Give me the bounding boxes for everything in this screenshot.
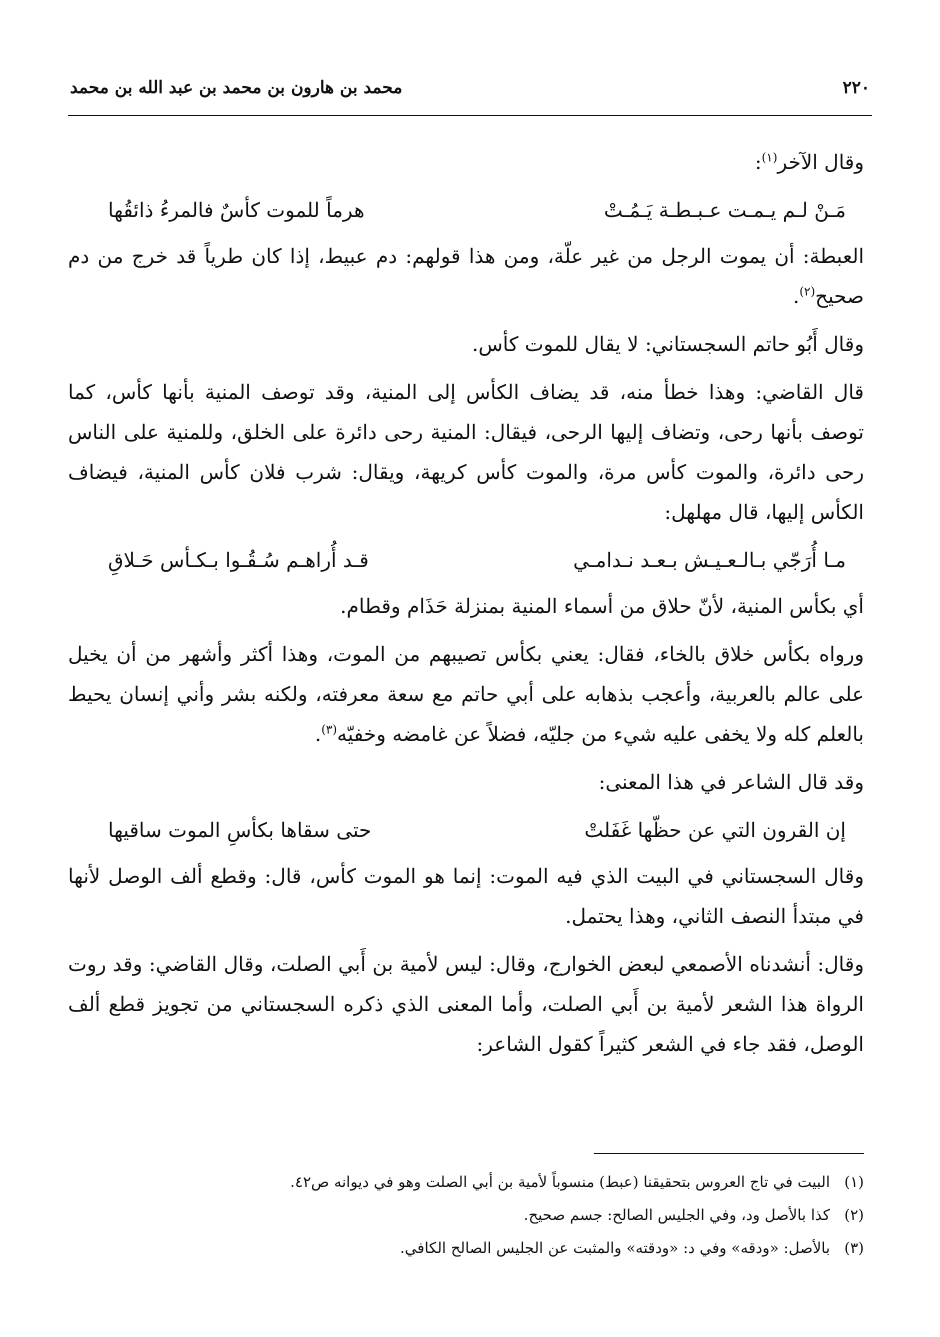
verse-3-first-hemistich: إن القرون التي عن حظّها غَفَلتْ (584, 818, 846, 842)
paragraph-3: قال القاضي: وهذا خطأ منه، قد يضاف الكأس إلى المنية، وقد توصف المنية بأنها كأس، كما توصف بأنها رحى، وتضاف إليها الرحى، فيقال: المنية رحى دائرة على الخلق، وللمنية على الناس رحى دائرة، والموت كأس مرة، والموت كأس كريهة، ويقال: شرب فلان كأس المنية، فيضاف الكأس إليها، قال مهلهل: (68, 380, 865, 524)
paragraph-2: وقال أَبُو حاتم السجستاني: لا يقال للموت كأس. (471, 332, 864, 356)
verse-2-second-hemistich: قـد أُراهـم سُـقُـوا بـكـأس حَـلاقِ (108, 548, 369, 572)
verse-1-first-hemistich: مَـنْ لـم يـمـت عـبـطـة يَـمُـتْ (603, 198, 846, 222)
footnote-2 (68, 1199, 864, 1232)
verse-3-second-hemistich: حتى سقاها بكأسِ الموت ساقيها (108, 818, 372, 842)
verse-2 (68, 540, 864, 580)
footnote-text: بالأصل: «ودقه» وفي د: «ودقته» والمثبت عن الجليس الصالح الكافي. (400, 1239, 830, 1257)
paragraph-8: وقال: أنشدناه الأصمعي لبعض الخوارج، وقال: ليس لأمية بن أَبي الصلت، وقال القاضي: وقد روت الرواة هذا الشعر لأمية بن أَبي الصلت، وأما المعنى الذي ذكره السجستاني من تجويز قطع ألف الوصل، فقد جاء في الشعر كثيراً كقول الشاعر: (68, 952, 864, 1056)
footnote-rule (594, 1153, 864, 1154)
main-text (68, 142, 864, 1072)
footnote-ref-1[interactable]: (١) (761, 150, 778, 165)
paragraph-7: وقال السجستاني في البيت الذي فيه الموت: إنما هو الموت كأس، قال: وقطع ألف الوصل لأنها في مبتدأ النصف الثاني، وهذا يحتمل. (68, 864, 864, 928)
footnote-text: البيت في تاج العروس بتحقيقنا (عبط) منسوباً لأمية بن أبي الصلت وهو في ديوانه ص٤٢. (290, 1173, 830, 1191)
footnote-1 (68, 1166, 864, 1199)
verse-1 (68, 190, 864, 230)
footnote-ref-2[interactable]: (٢) (799, 284, 816, 299)
running-head (70, 78, 870, 98)
paragraph-6: وقد قال الشاعر في هذا المعنى: (598, 770, 864, 794)
verse-1-second-hemistich: هرماً للموت كأسٌ فالمرءُ ذائقُها (108, 198, 365, 222)
footnote-number: (٢) (844, 1206, 864, 1224)
footnote-number: (٣) (844, 1239, 864, 1257)
verse-2-first-hemistich: مـا أُرَجّي بـالـعـيـش بـعـد نـدامـي (573, 548, 846, 572)
verse-3 (68, 810, 864, 850)
page-number: ٢٢٠ (842, 78, 870, 98)
paragraph-5: ورواه بكأس خلاق بالخاء، فقال: يعني بكأس تصيبهم من الموت، وهذا أكثر وأشهر من أن يخيل على عالم بالعربية، وأعجب بذهابه على أبي حاتم مع سعة معرفته، ولكنه بشر وأني إنسان يحيط بالعلم كله ولا يخفى عليه شيء من جليّه، فضلاً عن غامضه وخفيّه$^{(٣)}$. (68, 642, 865, 746)
header-rule (68, 115, 872, 116)
footnote-3 (68, 1232, 864, 1265)
intro-line: وقال الآخر$^{(١)}$: (754, 150, 864, 174)
paragraph-4: أي بكأس المنية، لأنّ حلاق من أسماء المنية بمنزلة حَذَام وقطام. (340, 594, 864, 618)
footnotes (68, 1166, 864, 1265)
footnote-number: (١) (844, 1173, 864, 1191)
footnote-text: كذا بالأصل ود، وفي الجليس الصالح: جسم صحيح. (523, 1206, 830, 1224)
running-title: محمد بن هارون بن محمد بن عبد الله بن محمد (70, 78, 403, 98)
footnote-ref-3[interactable]: (٣) (321, 722, 338, 737)
paragraph-1: العبطة: أن يموت الرجل من غير علّة، ومن هذا قولهم: دم عبيط، إذا كان طرياً قد خرج من دم صحيح$^{(٢)}$. (68, 244, 864, 308)
